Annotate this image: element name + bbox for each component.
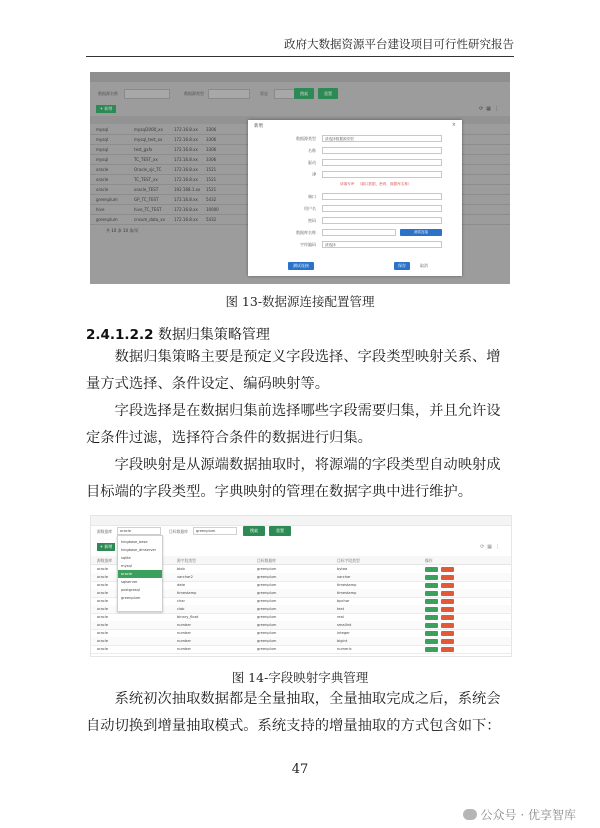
cell: oracle: [97, 567, 109, 571]
edit-button[interactable]: [425, 575, 438, 580]
name-input[interactable]: [322, 147, 442, 154]
datasource-type-select[interactable]: 请选择数据源类型: [322, 135, 442, 142]
form-label: 字符编码: [300, 242, 316, 247]
edit-button[interactable]: [425, 623, 438, 628]
cell: 1521: [206, 167, 217, 172]
cell: 3306: [206, 157, 217, 162]
cell: timestamp: [337, 583, 357, 587]
form-label: 用户名: [304, 206, 316, 211]
cell: varchar2: [177, 575, 193, 579]
search-button[interactable]: 搜索: [243, 526, 265, 536]
dropdown-option[interactable]: mysql: [121, 564, 132, 568]
paragraph: 系统初次抽取数据都是全量抽取，全量抽取完成之后，系统会自动切换到增量抽取模式。系统支持的增量抽取的方式包含如下：: [86, 691, 501, 734]
cell: char: [177, 599, 185, 603]
figure-14-screenshot: [90, 515, 512, 657]
cell: 172.16.8.xx: [174, 197, 198, 202]
cell: clob: [177, 607, 185, 611]
toolbar-icons[interactable]: ⟳▦⋮: [479, 106, 502, 112]
cell: varchar: [337, 575, 351, 579]
close-icon[interactable]: ×: [451, 122, 456, 128]
cell: mysql_test_xx: [134, 137, 163, 142]
form-row: [248, 204, 462, 214]
delete-button[interactable]: [441, 615, 454, 620]
cell: oracle: [97, 575, 109, 579]
username-input[interactable]: [322, 205, 442, 212]
driver-input[interactable]: [322, 159, 442, 166]
filter-select[interactable]: [208, 89, 250, 99]
filter-input[interactable]: [124, 89, 170, 99]
cell: greenplum: [96, 217, 118, 222]
cell: oracle: [96, 177, 109, 182]
encoding-select[interactable]: 请选择: [322, 241, 442, 248]
edit-button[interactable]: [425, 567, 438, 572]
add-button[interactable]: + 新增: [96, 105, 116, 113]
delete-button[interactable]: [441, 631, 454, 636]
source-db-select[interactable]: oracle: [117, 527, 161, 535]
form-row: [248, 158, 462, 168]
dropdown-option[interactable]: postgresql: [121, 588, 140, 592]
cell: 172.16.8.xx: [174, 127, 198, 132]
cell: real: [337, 615, 344, 619]
cell: 172.16.8.xx: [174, 207, 198, 212]
edit-button[interactable]: [425, 583, 438, 588]
edit-button[interactable]: [425, 647, 438, 652]
cell: 172.16.8.xx: [174, 217, 198, 222]
cell: TC_TEST_xx: [134, 157, 158, 162]
cell: oracle: [97, 599, 109, 603]
cell: blob: [177, 567, 185, 571]
filter-label: 源数据库: [97, 529, 113, 534]
cell: greenplum: [257, 575, 277, 579]
config-modal: [248, 120, 462, 276]
form-row: [248, 216, 462, 226]
pagination[interactable]: 共 10 条 10 条/页: [106, 228, 139, 233]
figure-13-caption: 图 13-数据源连接配置管理: [225, 294, 375, 309]
delete-button[interactable]: [441, 599, 454, 604]
cell: GP_TC_TEST: [134, 197, 159, 202]
cell: timestamp: [177, 591, 197, 595]
delete-button[interactable]: [441, 647, 454, 652]
cell: 172.16.8.xx: [174, 167, 198, 172]
delete-button[interactable]: [441, 583, 454, 588]
cell: oracle: [97, 623, 109, 627]
table-row: [91, 645, 511, 654]
form-label: 端口: [308, 194, 316, 199]
paragraph: 字段选择是在数据归集前选择哪些字段需要归集，并且允许设定条件过滤，选择符合条件的数据进行归集。: [86, 403, 501, 446]
edit-button[interactable]: [425, 639, 438, 644]
form-row: [248, 146, 462, 156]
form-row: [248, 170, 462, 180]
cell: bigint: [337, 639, 348, 643]
cell: mysql2000_xx: [134, 127, 163, 132]
edit-button[interactable]: [425, 615, 438, 620]
form-row: [248, 134, 462, 144]
delete-button[interactable]: [441, 623, 454, 628]
reset-button[interactable]: 重置: [269, 526, 291, 536]
cell: oracle_TEST: [134, 187, 159, 192]
header-rule: [86, 56, 514, 57]
toolbar-icons[interactable]: ⟳▦⋮: [480, 544, 503, 550]
cell: oracle: [97, 583, 109, 587]
ip-input[interactable]: [322, 171, 442, 178]
cell: cnsum_data_xx: [134, 217, 165, 222]
cell: 172.16.8.xx: [174, 147, 198, 152]
filter-label: 数据源类型: [184, 91, 204, 96]
cell: number: [177, 623, 192, 627]
cell: hive: [96, 207, 105, 212]
cell: greenplum: [257, 631, 277, 635]
form-label: 密码: [308, 218, 316, 223]
save-button[interactable]: 保存: [394, 262, 410, 270]
cell: oracle: [97, 647, 109, 651]
column-header[interactable]: 目标数据库: [257, 558, 276, 563]
column-header[interactable]: 目标字段类型: [337, 558, 360, 563]
watermark: [463, 806, 576, 823]
cell: greenplum: [257, 647, 277, 651]
running-head: 政府大数据资源平台建设项目可行性研究报告: [284, 37, 514, 51]
cell: oracle: [97, 631, 109, 635]
cell: 10000: [206, 207, 219, 212]
cell: greenplum: [257, 623, 277, 627]
cell: 1521: [206, 177, 217, 182]
cell: 1521: [206, 187, 217, 192]
wechat-icon: [463, 809, 477, 820]
cell: greenplum: [257, 583, 277, 587]
cell: 3306: [206, 137, 217, 142]
cell: mysql: [96, 157, 108, 162]
app-topbar: [91, 516, 511, 526]
cell: 3306: [206, 127, 217, 132]
cell: greenplum: [257, 607, 277, 611]
modal-title: 新增: [254, 124, 263, 129]
cell: number: [177, 631, 192, 635]
edit-button[interactable]: [425, 607, 438, 612]
edit-button[interactable]: [425, 591, 438, 596]
source-db-dropdown[interactable]: [117, 535, 163, 612]
cell: number: [177, 639, 192, 643]
test-connection-button[interactable]: 测试连接: [400, 229, 442, 236]
cell: greenplum: [257, 615, 277, 619]
validation-warning: 请填写IP：（端口数据，密码，数据库名称）: [340, 182, 412, 186]
cancel-button[interactable]: 取消: [420, 263, 428, 268]
form-label: IP: [312, 172, 316, 177]
cell: test_gxfx: [134, 147, 153, 152]
edit-button[interactable]: [425, 631, 438, 636]
delete-button[interactable]: [441, 607, 454, 612]
cell: hive_TC_TEST: [134, 207, 162, 212]
cell: timestamp: [337, 591, 357, 595]
cell: oracle: [97, 591, 109, 595]
reset-button[interactable]: 重置: [318, 88, 338, 99]
paragraph: 数据归集策略主要是预定义字段选择、字段类型映射关系、增量方式选择、条件设定、编码映射等。: [86, 349, 501, 392]
password-input[interactable]: [322, 217, 442, 224]
cell: mysql: [96, 137, 108, 142]
cell: bytea: [337, 567, 348, 571]
cell: Oracle_sjc_TC: [134, 167, 162, 172]
form-label: 数据库名称: [296, 230, 316, 235]
figure-14-caption: 图 14-字段映射字典管理: [231, 670, 369, 685]
delete-button[interactable]: [441, 591, 454, 596]
cell: 172.16.8.xx: [174, 137, 198, 142]
watermark-text: 公众号 · 优享智库: [480, 808, 576, 822]
search-button[interactable]: 搜索: [294, 88, 314, 99]
dropdown-option[interactable]: greenplum: [121, 596, 141, 600]
dropdown-option-selected[interactable]: oracle: [118, 570, 162, 578]
column-header[interactable]: 源字段类型: [177, 558, 196, 563]
page-number: 47: [291, 762, 309, 777]
warning-row: [248, 180, 462, 190]
cell: greenplum: [257, 567, 277, 571]
section-number: 2.4.1.2.2: [86, 327, 154, 343]
cell: mysql: [96, 147, 108, 152]
cell: number: [177, 647, 192, 651]
database-input[interactable]: [322, 229, 396, 236]
delete-button[interactable]: [441, 639, 454, 644]
dropdown-option[interactable]: sqlite: [121, 556, 131, 560]
section-heading: [86, 324, 270, 344]
filter-label: 状态: [260, 91, 268, 96]
cell: 3306: [206, 147, 217, 152]
cell: TC_TEST_xx: [134, 177, 158, 182]
form-row: [248, 228, 462, 238]
cell: 5432: [206, 217, 217, 222]
cell: 172.16.8.xx: [174, 177, 198, 182]
figure-13-screenshot: [90, 72, 510, 284]
section-title: 数据归集策略管理: [157, 327, 270, 343]
delete-button[interactable]: [441, 575, 454, 580]
filter-bar: [98, 88, 502, 102]
cell: integer: [337, 631, 350, 635]
filter-label: 目标数据库: [169, 529, 188, 534]
cell: numeric: [337, 647, 352, 651]
cell: oracle: [96, 187, 109, 192]
form-label: 驱动: [308, 160, 316, 165]
cell: binary_float: [177, 615, 199, 619]
cell: 5432: [206, 197, 217, 202]
cell: oracle: [97, 615, 109, 619]
form-row: [248, 240, 462, 250]
delete-button[interactable]: [441, 567, 454, 572]
add-button[interactable]: + 新增: [97, 543, 115, 551]
cell: oracle: [97, 639, 109, 643]
form-row: [248, 192, 462, 202]
cell: 172.16.8.xx: [174, 157, 198, 162]
edit-button[interactable]: [425, 599, 438, 604]
filter-label: 数据源名称: [98, 91, 118, 96]
cell: greenplum: [257, 591, 277, 595]
cell: greenplum: [257, 599, 277, 603]
port-input[interactable]: [322, 193, 442, 200]
dropdown-option[interactable]: kingbase_base: [121, 540, 148, 544]
target-db-select[interactable]: greenplum: [193, 527, 237, 535]
cell: smallint: [337, 623, 352, 627]
cell: oracle: [96, 167, 109, 172]
form-label: 数据源类型: [296, 136, 316, 141]
cell: bpchar: [337, 599, 350, 603]
dropdown-option[interactable]: sqlserver: [121, 580, 138, 584]
form-label: 名称: [308, 148, 316, 153]
dropdown-option[interactable]: kingbase_dmserver: [121, 548, 157, 552]
app-topbar: [90, 72, 510, 82]
paragraph: 字段映射是从源端数据抽取时，将源端的字段类型自动映射成目标端的字段类型。字典映射的管理在数据字典中进行维护。: [86, 457, 501, 500]
cell: greenplum: [257, 639, 277, 643]
cell: greenplum: [96, 197, 118, 202]
column-header[interactable]: 源数据库: [97, 558, 113, 563]
test-button[interactable]: 测试连接: [288, 262, 314, 270]
cell: text: [337, 607, 345, 611]
cell: date: [177, 583, 186, 587]
cell: mysql: [96, 127, 108, 132]
cell: oracle: [97, 607, 109, 611]
cell: 192.168.1.xx: [174, 187, 201, 192]
column-header: 操作: [425, 558, 433, 563]
